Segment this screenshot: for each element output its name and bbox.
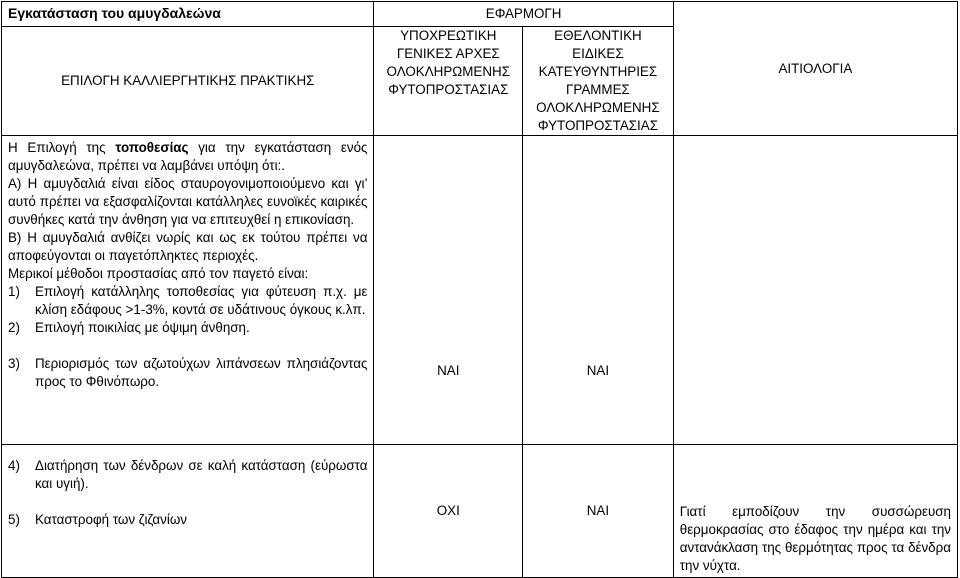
- optional-cell: [523, 136, 674, 445]
- mandatory-value: ΟΧΙ: [436, 503, 460, 518]
- practice-cell-maintenance: [2, 445, 374, 578]
- intro-paragraph: [8, 139, 367, 175]
- optional-cell: [523, 445, 674, 578]
- list-number: 5): [8, 512, 20, 527]
- optional-value: ΝΑΙ: [586, 363, 610, 378]
- optional-header-line: ΦΥΤΟΠΡΟΣΤΑΣΙΑΣ: [537, 118, 658, 133]
- list-number: 3): [8, 356, 20, 371]
- mandatory-cell: [374, 445, 523, 578]
- justification-text: Γιατί εμποδίζουν την συσσώρευση θερμοκρασίας στο έδαφος την ημέρα και την αντανάκλαση της θερμότητας προς τα δένδρα την νύχτα.: [679, 504, 951, 573]
- list-item: [8, 283, 367, 319]
- mandatory-header-line: ΟΛΟΚΛΗΡΩΜΕΝΗΣ: [386, 64, 510, 79]
- list-number: 1): [8, 284, 20, 299]
- practice-header: ΕΠΙΛΟΓΗ ΚΑΛΛΙΕΡΓΗΤΙΚΗΣ ΠΡΑΚΤΙΚΗΣ: [2, 27, 374, 136]
- optional-value: ΝΑΙ: [586, 503, 610, 518]
- list-text: Διατήρηση των δένδρων σε καλή κατάσταση (εύρωστα και υγιή).: [35, 458, 368, 491]
- mandatory-header-line: ΥΠΟΧΡΕΩΤΙΚΗ: [400, 28, 497, 43]
- list-text: Επιλογή ποικιλίας με όψιμη άνθηση.: [35, 320, 250, 335]
- section-title: Εγκατάσταση του αμυγδαλεώνα: [2, 2, 374, 27]
- list-item: [8, 511, 367, 529]
- justification-cell: [673, 136, 957, 445]
- justification-header: ΑΙΤΙΟΛΟΓΙΑ: [673, 2, 957, 136]
- list-text: Επιλογή κατάλληλης τοποθεσίας για φύτευση π.χ. με κλίση εδάφους >1-3%, κοντά σε υδάτινους όγκους κ.λπ.: [35, 284, 368, 317]
- list-text: Καταστροφή των ζιζανίων: [35, 512, 187, 527]
- optional-header-line: ΕΙΔΙΚΕΣ ΚΑΤΕΥΘΥΝΤΗΡΙΕΣ: [538, 46, 658, 79]
- mandatory-header-line: ΓΕΝΙΚΕΣ ΑΡΧΕΣ: [396, 46, 500, 61]
- optional-header-line: ΕΘΕΛΟΝΤΙΚΗ: [554, 28, 642, 43]
- practice-table: [1, 1, 958, 578]
- list-item: [8, 319, 367, 337]
- intro-suffix: για την εγκατάσταση ενός αμυγδαλεώνα, πρέπει να λαμβάνει υπόψη ότι:.: [8, 140, 368, 173]
- practice-cell-site-selection: [2, 136, 374, 445]
- intro-prefix: Η Επιλογή της: [8, 140, 116, 155]
- mandatory-header-line: ΦΥΤΟΠΡΟΣΤΑΣΙΑΣ: [388, 82, 509, 97]
- methods-intro: Μερικοί μέθοδοι προστασίας από τον παγετό είναι:: [8, 266, 309, 281]
- optional-header: [523, 27, 674, 136]
- list-text: Περιορισμός των αζωτούχων λιπάνσεων πλησιάζοντας προς το Φθινόπωρο.: [35, 356, 368, 389]
- optional-header-line: ΓΡΑΜΜΕΣ: [566, 82, 630, 97]
- mandatory-value: ΝΑΙ: [437, 363, 460, 378]
- list-item: [8, 355, 367, 391]
- mandatory-header: [374, 27, 523, 136]
- list-item: [8, 457, 367, 493]
- optional-header-line: ΟΛΟΚΛΗΡΩΜΕΝΗΣ: [536, 100, 660, 115]
- list-number: 2): [8, 320, 20, 335]
- justification-cell: [673, 445, 957, 578]
- point-a: Α) Η αμυγδαλιά είναι είδος σταυρογονιμοποιούμενο και γι’ αυτό πρέπει να εξασφαλίζονται κατάλληλες ευνοϊκές καιρικές συνθήκες κατά την άνθηση για να επιτευχθεί η επικονίαση.: [8, 176, 368, 227]
- list-number: 4): [8, 458, 20, 473]
- application-header: ΕΦΑΡΜΟΓΗ: [374, 2, 673, 27]
- mandatory-cell: [374, 136, 523, 445]
- intro-bold: τοποθεσίας: [115, 140, 189, 155]
- point-b: Β) Η αμυγδαλιά ανθίζει νωρίς και ως εκ τούτου πρέπει να αποφεύγονται οι παγετόπληκτες περιοχές.: [8, 230, 368, 263]
